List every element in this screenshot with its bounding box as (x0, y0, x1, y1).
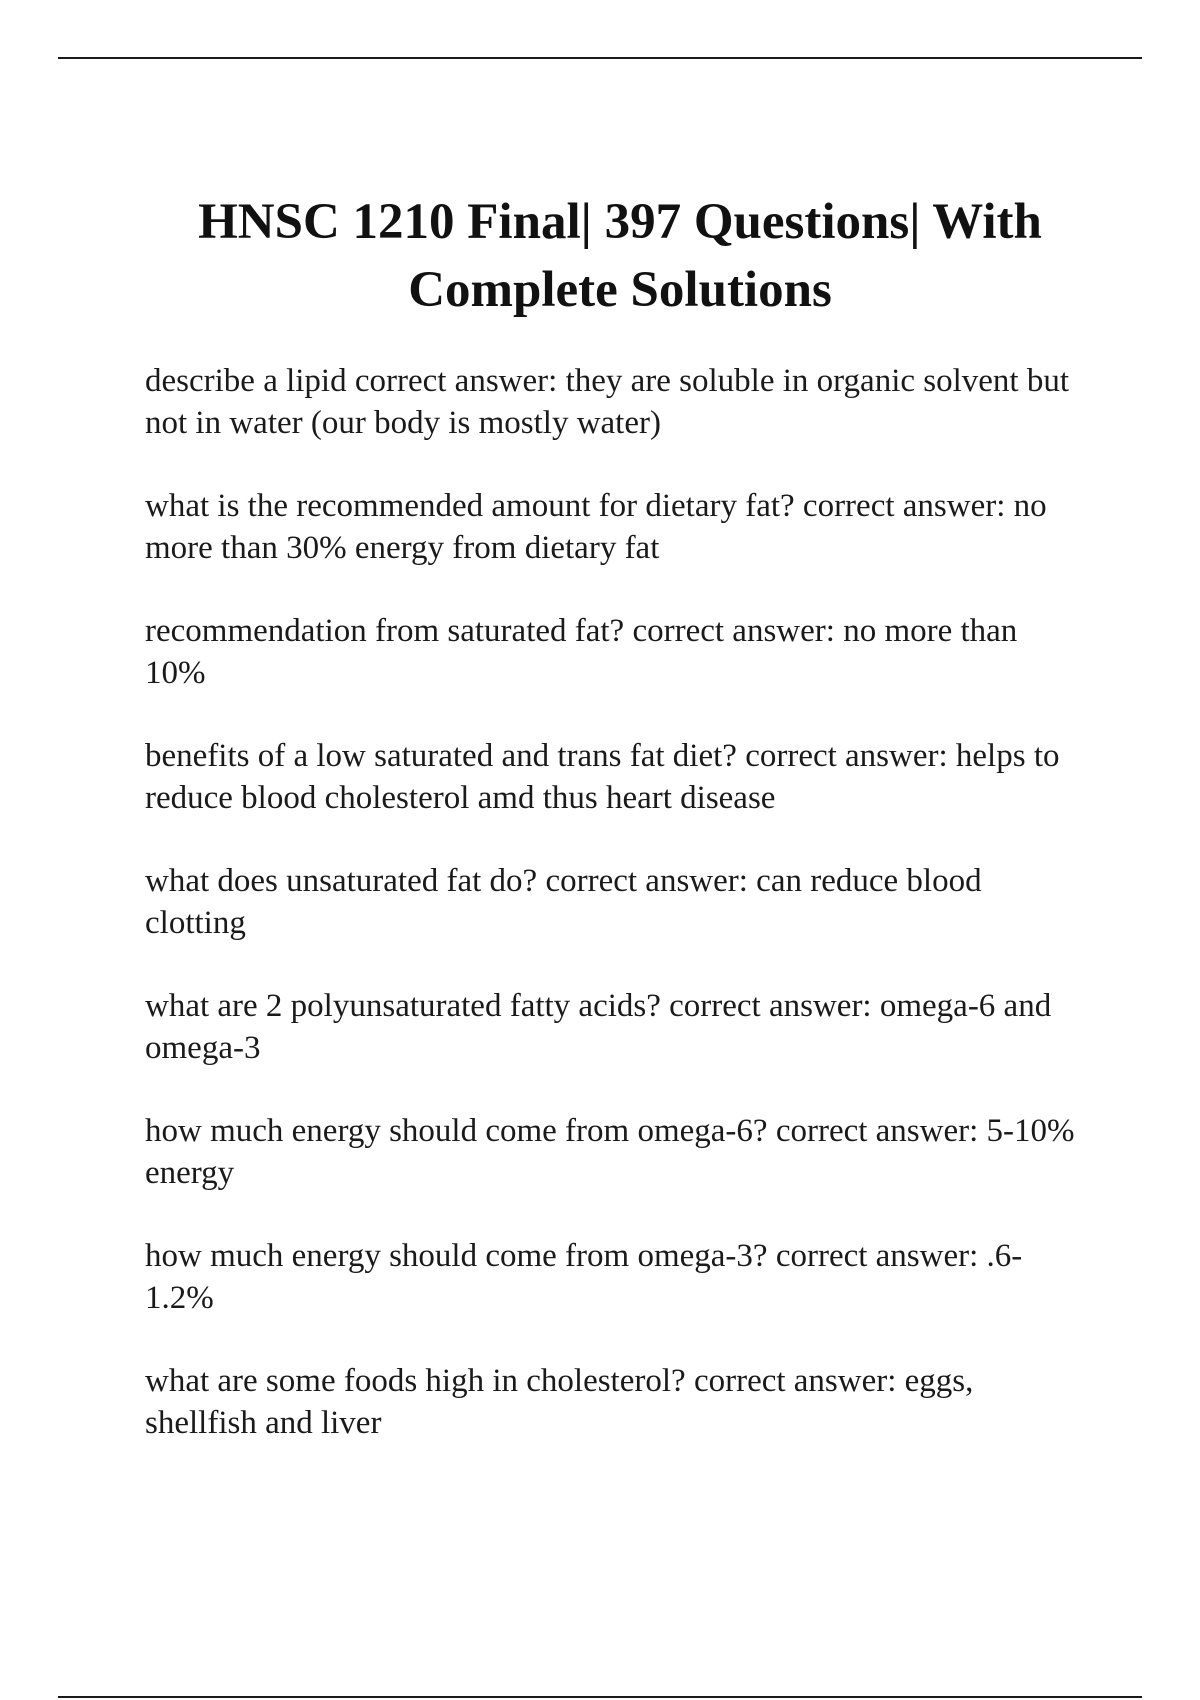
answer-text: helps to reduce blood cholesterol amd thus heart disease (145, 738, 1068, 816)
answer-text: 5-10% energy (145, 1113, 1083, 1191)
qa-item (145, 735, 1085, 819)
qa-item (145, 360, 1085, 444)
qa-item (145, 985, 1085, 1069)
answer-text: no more than 10% (145, 613, 1026, 691)
question-text: benefits of a low saturated and trans fat diet? (145, 738, 737, 774)
qa-item (145, 610, 1085, 694)
qa-item (145, 860, 1085, 944)
qa-item (145, 485, 1085, 569)
question-text: what does unsaturated fat do? (145, 863, 538, 899)
answer-text: eggs, shellfish and liver (145, 1363, 982, 1441)
qa-item (145, 1235, 1085, 1319)
header-rule (58, 57, 1142, 59)
qa-item (145, 1110, 1085, 1194)
question-text: what are some foods high in cholesterol? (145, 1363, 686, 1399)
answer-marker: correct answer: (545, 863, 748, 899)
question-text: recommendation from saturated fat? (145, 613, 625, 649)
document-title: HNSC 1210 Final| 397 Questions| With Complete Solutions (198, 194, 1042, 318)
answer-marker: correct answer: (693, 1363, 897, 1399)
answer-marker: correct answer: (802, 488, 1006, 524)
question-text: describe a lipid (145, 363, 347, 399)
question-text: what is the recommended amount for dietary fat? (145, 488, 795, 524)
answer-marker: correct answer: (745, 738, 948, 774)
question-text: what are 2 polyunsaturated fatty acids? (145, 988, 661, 1024)
answer-text: they are soluble in organic solvent but not in water (our body is mostly water) (145, 363, 1078, 441)
qa-item (145, 1360, 1085, 1444)
answer-marker: correct answer: (775, 1113, 979, 1149)
question-text: how much energy should come from omega-6? (145, 1113, 768, 1149)
answer-text: .6-1.2% (145, 1238, 1023, 1316)
answer-text: no more than 30% energy from dietary fat (145, 488, 1055, 566)
footer-rule (58, 1696, 1142, 1698)
answer-text: omega-6 and omega-3 (145, 988, 1060, 1066)
question-text: how much energy should come from omega-3? (145, 1238, 768, 1274)
answer-text: can reduce blood clotting (145, 863, 990, 941)
answer-marker: correct answer: (669, 988, 872, 1024)
answer-marker: correct answer: (775, 1238, 979, 1274)
answer-marker: correct answer: (354, 363, 558, 399)
qa-list (145, 360, 1085, 1485)
answer-marker: correct answer: (632, 613, 835, 649)
